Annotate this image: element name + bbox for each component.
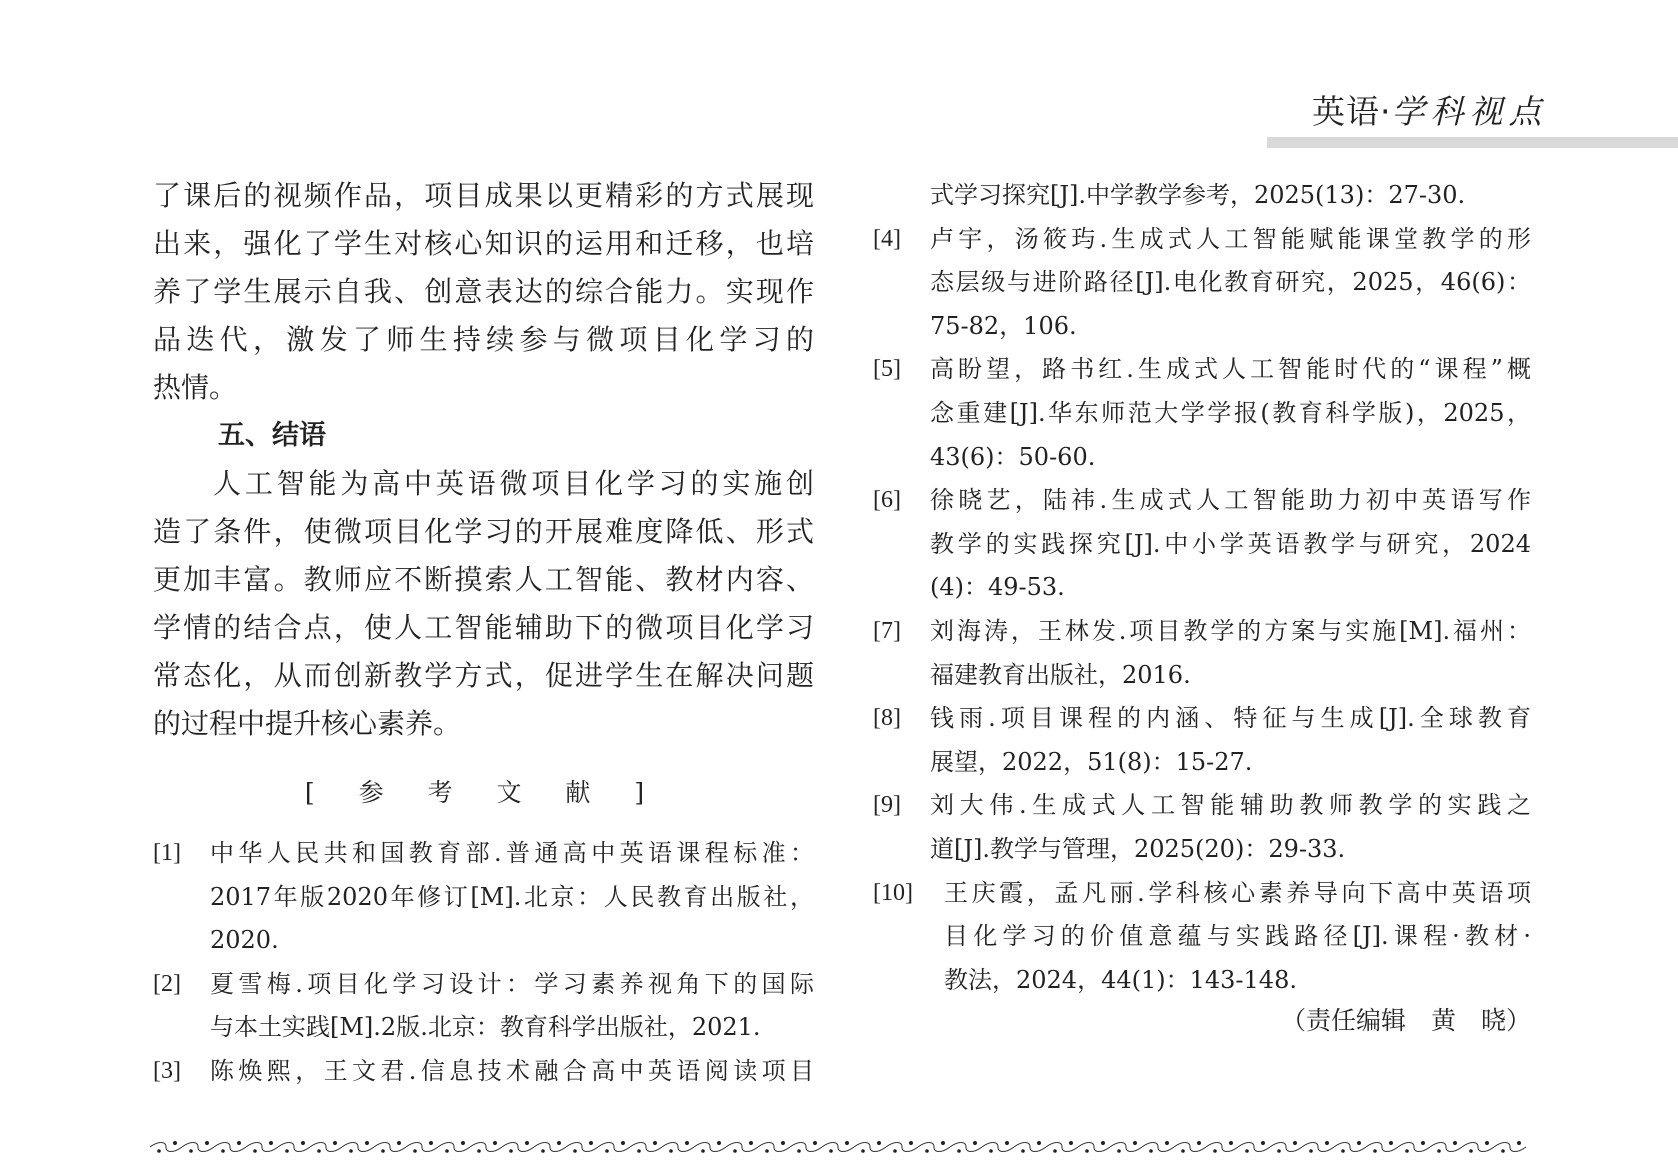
body-line: 人工智能为高中英语微项目化学习的实施创 — [213, 467, 814, 500]
reference-label: [9] — [873, 792, 901, 819]
reference-item — [873, 479, 1531, 610]
reference-item — [153, 832, 814, 963]
reference-line: 陈焕熙，王文君.信息技术融合高中英语阅读项目 — [210, 1056, 814, 1085]
body-line: 的过程中提升核心素养。 — [153, 707, 462, 740]
reference-line: 高盼望，路书红.生成式人工智能时代的“课程”概 — [930, 355, 1531, 384]
body-line: 了课后的视频作品，项目成果以更精彩的方式展现 — [153, 179, 814, 212]
header-separator: · — [1380, 92, 1392, 131]
reference-item — [873, 610, 1531, 697]
reference-item — [873, 218, 1531, 349]
reference-line: 与本土实践[M].2版.北京：教育科学出版社，2021. — [210, 1013, 761, 1042]
reference-line: 教法，2024，44(1)：143-148. — [944, 965, 1297, 994]
reference-label: [2] — [153, 970, 181, 997]
reference-line: 43(6)：50-60. — [930, 442, 1096, 471]
reference-line: 卢宇，汤筱玙.生成式人工智能赋能课堂教学的形 — [930, 224, 1531, 253]
reference-label: [3] — [153, 1057, 181, 1084]
reference-line: 式学习探究[J].中学教学参考，2025(13)：27-30. — [930, 181, 1466, 209]
body-line: 热情。 — [153, 371, 238, 404]
reference-label: [5] — [873, 356, 901, 383]
reference-line: (4)：49-53. — [930, 573, 1065, 602]
decorative-vine-border — [150, 1138, 1526, 1154]
body-line: 养了学生展示自我、创意表达的综合能力。实现作 — [153, 275, 814, 308]
reference-line: 中华人民共和国教育部.普通高中英语课程标准： — [210, 839, 814, 867]
reference-line: 展望，2022，51(8)：15-27. — [930, 747, 1253, 776]
section-heading: 五、结语 — [218, 420, 326, 451]
reference-line: 教学的实践探究[J].中小学英语教学与研究，2024 — [930, 529, 1531, 558]
body-line: 出来，强化了学生对核心知识的运用和迁移，也培 — [153, 227, 814, 260]
header-bar — [1267, 137, 1678, 148]
body-line: 造了条件，使微项目化学习的开展难度降低、形式 — [153, 515, 814, 548]
reference-item — [873, 784, 1531, 871]
reference-line: 念重建[J].华东师范大学学报(教育科学版)，2025， — [930, 398, 1531, 427]
reference-line: 王庆霞，孟凡丽.学科核心素养导向下高中英语项 — [944, 878, 1531, 907]
reference-line: 目化学习的价值意蕴与实践路径[J].课程·教材· — [944, 922, 1531, 951]
reference-item-continued — [873, 174, 1531, 218]
reference-line: 75-82，106. — [930, 311, 1077, 340]
reference-item — [153, 963, 814, 1050]
reference-line: 2017年版2020年修订[M].北京：人民教育出版社， — [210, 882, 814, 911]
references-left — [153, 832, 814, 1094]
reference-label: [4] — [873, 225, 901, 252]
reference-label: [7] — [873, 617, 901, 644]
reference-line: 徐晓艺，陆祎.生成式人工智能助力初中英语写作 — [930, 486, 1531, 515]
reference-line: 刘大伟.生成式人工智能辅助教师教学的实践之 — [930, 791, 1531, 820]
reference-line: 态层级与进阶路径[J].电化教育研究，2025，46(6)： — [930, 268, 1531, 297]
reference-line: 福建教育出版社，2016. — [930, 660, 1191, 689]
reference-item — [153, 1050, 814, 1094]
left-column-body — [153, 172, 814, 748]
body-line: 常态化，从而创新教学方式，促进学生在解决问题 — [153, 659, 814, 692]
reference-line: 刘海涛，王林发.项目教学的方案与实施[M].福州： — [930, 616, 1531, 645]
reference-item — [873, 348, 1531, 479]
reference-label: [6] — [873, 487, 901, 514]
reference-line: 钱雨.项目课程的内涵、特征与生成[J].全球教育 — [930, 704, 1531, 733]
reference-line: 道[J].教学与管理，2025(20)：29-33. — [930, 834, 1346, 863]
body-line: 品迭代，激发了师生持续参与微项目化学习的 — [153, 323, 814, 356]
header-column: 学科视点 — [1391, 92, 1548, 131]
reference-line: 夏雪梅.项目化学习设计：学习素养视角下的国际 — [210, 969, 814, 998]
reference-label: [1] — [153, 840, 181, 866]
header-subject: 英语 — [1312, 92, 1380, 131]
reference-item — [873, 697, 1531, 784]
body-line: 更加丰富。教师应不断摸索人工智能、教材内容、 — [153, 563, 814, 596]
running-header — [1312, 92, 1548, 132]
reference-item — [873, 872, 1531, 1003]
reference-label: [8] — [873, 705, 901, 732]
references-title: [ 参 考 文 献 ] — [304, 778, 663, 807]
responsible-editor: （责任编辑 黄 晓） — [1280, 1006, 1531, 1035]
body-line: 学情的结合点，使人工智能辅助下的微项目化学习 — [153, 611, 814, 644]
reference-label: [10] — [873, 879, 913, 906]
references-right — [873, 174, 1531, 1002]
reference-line: 2020. — [210, 926, 279, 955]
